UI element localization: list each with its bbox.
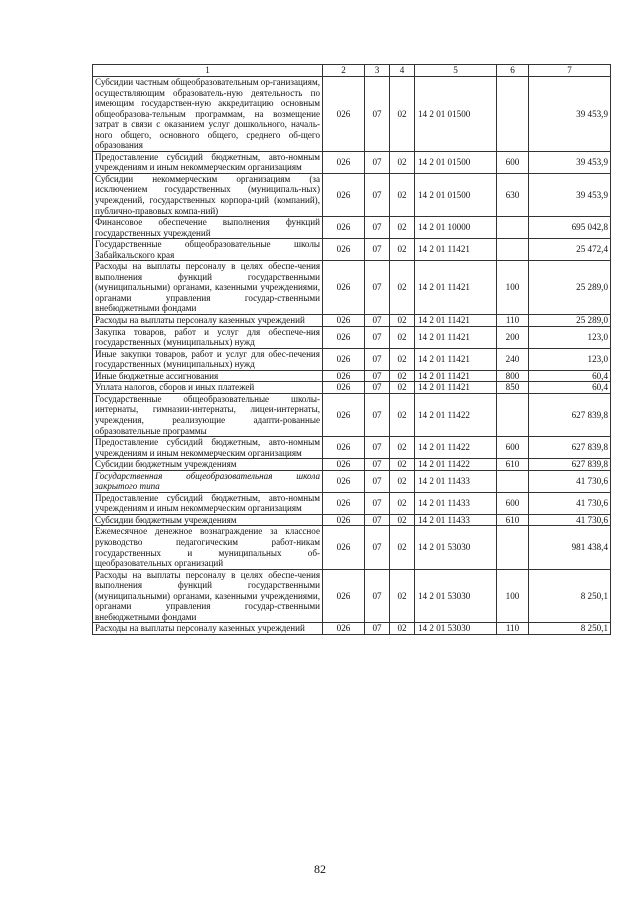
cell-name: Уплата налогов, сборов и иных платежей bbox=[93, 382, 323, 394]
cell-subsection-code: 02 bbox=[390, 470, 415, 492]
cell-section-code: 07 bbox=[365, 492, 390, 514]
table-row bbox=[93, 492, 611, 514]
cell-amount: 123,0 bbox=[529, 348, 611, 370]
cell-subsection-code: 02 bbox=[390, 623, 415, 635]
cell-section-code: 07 bbox=[365, 370, 390, 382]
cell-target-article: 14 2 01 53030 bbox=[415, 526, 497, 569]
table-row bbox=[93, 370, 611, 382]
cell-department-code: 026 bbox=[323, 173, 365, 216]
cell-department-code: 026 bbox=[323, 326, 365, 348]
cell-subsection-code: 02 bbox=[390, 382, 415, 394]
cell-section-code: 07 bbox=[365, 623, 390, 635]
table-row bbox=[93, 315, 611, 327]
budget-table-body bbox=[93, 65, 611, 635]
cell-subsection-code: 02 bbox=[390, 326, 415, 348]
cell-expense-type bbox=[497, 239, 529, 261]
cell-section-code: 07 bbox=[365, 569, 390, 623]
cell-subsection-code: 02 bbox=[390, 370, 415, 382]
cell-subsection-code: 02 bbox=[390, 239, 415, 261]
cell-amount: 695 042,8 bbox=[529, 217, 611, 239]
cell-section-code: 07 bbox=[365, 393, 390, 436]
cell-name: Расходы на выплаты персоналу казенных учреждений bbox=[93, 623, 323, 635]
table-row bbox=[93, 382, 611, 394]
cell-name: Иные бюджетные ассигнования bbox=[93, 370, 323, 382]
cell-expense-type bbox=[497, 393, 529, 436]
cell-subsection-code: 02 bbox=[390, 569, 415, 623]
cell-target-article: 14 2 01 11433 bbox=[415, 514, 497, 526]
cell-name: Иные закупки товаров, работ и услуг для обес-печения государственных (муниципальных) нужд bbox=[93, 348, 323, 370]
table-row bbox=[93, 623, 611, 635]
cell-department-code: 026 bbox=[323, 393, 365, 436]
cell-name: Субсидии некоммерческим организациям (за исключением государственных (муниципаль-ных) учреждений, государственных корпора-ций (компаний), публично-правовых компа-ний) bbox=[93, 173, 323, 216]
cell-subsection-code: 02 bbox=[390, 77, 415, 152]
cell-name: Субсидии частным общеобразовательным ор-ганизациям, осуществляющим образователь-ную деятельность по имеющим государствен-ную аккредитацию основным общеобразова-тельным программам, на возмещение затрат в связи с оказанием услуг дошкольного, началь-ного общего, основного общего, среднего об-щего образования bbox=[93, 77, 323, 152]
cell-department-code: 026 bbox=[323, 437, 365, 459]
cell-target-article: 14 2 01 11421 bbox=[415, 370, 497, 382]
table-row bbox=[93, 514, 611, 526]
cell-amount: 41 730,6 bbox=[529, 470, 611, 492]
cell-target-article: 14 2 01 11421 bbox=[415, 261, 497, 315]
cell-department-code: 026 bbox=[323, 569, 365, 623]
table-row bbox=[93, 151, 611, 173]
cell-amount: 39 453,9 bbox=[529, 151, 611, 173]
table-row bbox=[93, 77, 611, 152]
table-row bbox=[93, 459, 611, 471]
header-cell: 2 bbox=[323, 65, 365, 77]
cell-amount: 123,0 bbox=[529, 326, 611, 348]
table-row bbox=[93, 393, 611, 436]
cell-expense-type: 800 bbox=[497, 370, 529, 382]
cell-name: Предоставление субсидий бюджетным, авто-номным учреждениям и иным некоммерческим организациям bbox=[93, 492, 323, 514]
cell-expense-type: 240 bbox=[497, 348, 529, 370]
cell-name: Государственные общеобразовательные школы-интернаты, гимназии-интернаты, лицеи-интернаты, учреждения, реализующие адапти-рованные образовательные программы bbox=[93, 393, 323, 436]
cell-expense-type: 600 bbox=[497, 151, 529, 173]
cell-amount: 627 839,8 bbox=[529, 393, 611, 436]
table-row bbox=[93, 437, 611, 459]
cell-name: Государственные общеобразовательные школы Забайкальского края bbox=[93, 239, 323, 261]
table-row bbox=[93, 326, 611, 348]
cell-amount: 8 250,1 bbox=[529, 569, 611, 623]
cell-target-article: 14 2 01 11422 bbox=[415, 393, 497, 436]
cell-expense-type: 610 bbox=[497, 514, 529, 526]
cell-target-article: 14 2 01 53030 bbox=[415, 623, 497, 635]
cell-amount: 981 438,4 bbox=[529, 526, 611, 569]
cell-amount: 41 730,6 bbox=[529, 492, 611, 514]
cell-target-article: 14 2 01 53030 bbox=[415, 569, 497, 623]
cell-name: Финансовое обеспечение выполнения функций государственных учреждений bbox=[93, 217, 323, 239]
cell-target-article: 14 2 01 01500 bbox=[415, 77, 497, 152]
cell-section-code: 07 bbox=[365, 77, 390, 152]
cell-expense-type: 200 bbox=[497, 326, 529, 348]
cell-target-article: 14 2 01 11421 bbox=[415, 348, 497, 370]
cell-department-code: 026 bbox=[323, 492, 365, 514]
cell-amount: 25 472,4 bbox=[529, 239, 611, 261]
cell-target-article: 14 2 01 11421 bbox=[415, 239, 497, 261]
cell-amount: 8 250,1 bbox=[529, 623, 611, 635]
table-row bbox=[93, 348, 611, 370]
cell-amount: 627 839,8 bbox=[529, 459, 611, 471]
cell-expense-type: 610 bbox=[497, 459, 529, 471]
cell-expense-type: 100 bbox=[497, 569, 529, 623]
cell-subsection-code: 02 bbox=[390, 315, 415, 327]
budget-table-page bbox=[92, 64, 610, 635]
cell-department-code: 026 bbox=[323, 470, 365, 492]
cell-name: Расходы на выплаты персоналу в целях обеспе-чения выполнения функций государственными (муниципальными) органами, казенными учреждениями, органами управления государ-ственными внебюджетными фондами bbox=[93, 261, 323, 315]
cell-name: Предоставление субсидий бюджетным, авто-номным учреждениям и иным некоммерческим организациям bbox=[93, 151, 323, 173]
cell-subsection-code: 02 bbox=[390, 261, 415, 315]
header-cell: 6 bbox=[497, 65, 529, 77]
table-row bbox=[93, 239, 611, 261]
cell-subsection-code: 02 bbox=[390, 437, 415, 459]
table-row bbox=[93, 217, 611, 239]
cell-target-article: 14 2 01 01500 bbox=[415, 151, 497, 173]
cell-department-code: 026 bbox=[323, 261, 365, 315]
cell-section-code: 07 bbox=[365, 382, 390, 394]
cell-subsection-code: 02 bbox=[390, 526, 415, 569]
cell-department-code: 026 bbox=[323, 526, 365, 569]
cell-amount: 39 453,9 bbox=[529, 173, 611, 216]
cell-subsection-code: 02 bbox=[390, 492, 415, 514]
cell-target-article: 14 2 01 11421 bbox=[415, 382, 497, 394]
cell-subsection-code: 02 bbox=[390, 217, 415, 239]
cell-amount: 627 839,8 bbox=[529, 437, 611, 459]
cell-expense-type: 110 bbox=[497, 315, 529, 327]
cell-section-code: 07 bbox=[365, 173, 390, 216]
cell-subsection-code: 02 bbox=[390, 151, 415, 173]
cell-department-code: 026 bbox=[323, 370, 365, 382]
cell-section-code: 07 bbox=[365, 151, 390, 173]
cell-expense-type bbox=[497, 526, 529, 569]
cell-amount: 60,4 bbox=[529, 370, 611, 382]
page-number: 82 bbox=[314, 862, 326, 876]
cell-target-article: 14 2 01 11433 bbox=[415, 492, 497, 514]
cell-name: Предоставление субсидий бюджетным, авто-номным учреждениям и иным некоммерческим организациям bbox=[93, 437, 323, 459]
cell-amount: 25 289,0 bbox=[529, 261, 611, 315]
cell-name: Ежемесячное денежное вознаграждение за классное руководство педагогическим работ-никам государственных и муниципальных об-щеобразовательных организаций bbox=[93, 526, 323, 569]
cell-target-article: 14 2 01 11433 bbox=[415, 470, 497, 492]
cell-subsection-code: 02 bbox=[390, 459, 415, 471]
cell-section-code: 07 bbox=[365, 437, 390, 459]
cell-section-code: 07 bbox=[365, 239, 390, 261]
cell-expense-type: 600 bbox=[497, 437, 529, 459]
cell-expense-type: 630 bbox=[497, 173, 529, 216]
cell-section-code: 07 bbox=[365, 470, 390, 492]
cell-section-code: 07 bbox=[365, 217, 390, 239]
cell-target-article: 14 2 01 11422 bbox=[415, 437, 497, 459]
cell-name: Расходы на выплаты персоналу казенных учреждений bbox=[93, 315, 323, 327]
cell-department-code: 026 bbox=[323, 217, 365, 239]
cell-expense-type: 100 bbox=[497, 261, 529, 315]
cell-department-code: 026 bbox=[323, 514, 365, 526]
cell-department-code: 026 bbox=[323, 382, 365, 394]
cell-target-article: 14 2 01 11421 bbox=[415, 315, 497, 327]
cell-expense-type: 600 bbox=[497, 492, 529, 514]
budget-table bbox=[92, 64, 611, 635]
table-row bbox=[93, 173, 611, 216]
cell-department-code: 026 bbox=[323, 459, 365, 471]
cell-department-code: 026 bbox=[323, 623, 365, 635]
header-cell: 3 bbox=[365, 65, 390, 77]
cell-section-code: 07 bbox=[365, 261, 390, 315]
cell-name: Субсидии бюджетным учреждениям bbox=[93, 514, 323, 526]
cell-section-code: 07 bbox=[365, 348, 390, 370]
cell-subsection-code: 02 bbox=[390, 514, 415, 526]
cell-subsection-code: 02 bbox=[390, 393, 415, 436]
cell-expense-type bbox=[497, 217, 529, 239]
cell-name: Расходы на выплаты персоналу в целях обеспе-чения выполнения функций государственными (муниципальными) органами, казенными учреждениями, органами управления государ-ственными внебюджетными фондами bbox=[93, 569, 323, 623]
cell-subsection-code: 02 bbox=[390, 173, 415, 216]
cell-expense-type bbox=[497, 470, 529, 492]
cell-expense-type bbox=[497, 77, 529, 152]
table-row bbox=[93, 526, 611, 569]
cell-department-code: 026 bbox=[323, 151, 365, 173]
cell-target-article: 14 2 01 01500 bbox=[415, 173, 497, 216]
cell-target-article: 14 2 01 11421 bbox=[415, 326, 497, 348]
header-cell: 5 bbox=[415, 65, 497, 77]
cell-amount: 25 289,0 bbox=[529, 315, 611, 327]
cell-section-code: 07 bbox=[365, 315, 390, 327]
header-cell: 4 bbox=[390, 65, 415, 77]
cell-subsection-code: 02 bbox=[390, 348, 415, 370]
cell-section-code: 07 bbox=[365, 326, 390, 348]
cell-amount: 60,4 bbox=[529, 382, 611, 394]
cell-section-code: 07 bbox=[365, 459, 390, 471]
cell-name: Закупка товаров, работ и услуг для обеспече-ния государственных (муниципальных) нужд bbox=[93, 326, 323, 348]
cell-name: Государственная общеобразовательная школа закрытого типа bbox=[93, 470, 323, 492]
cell-department-code: 026 bbox=[323, 315, 365, 327]
cell-expense-type: 850 bbox=[497, 382, 529, 394]
table-row bbox=[93, 261, 611, 315]
cell-target-article: 14 2 01 11422 bbox=[415, 459, 497, 471]
table-row bbox=[93, 569, 611, 623]
cell-amount: 39 453,9 bbox=[529, 77, 611, 152]
cell-section-code: 07 bbox=[365, 526, 390, 569]
header-cell: 1 bbox=[93, 65, 323, 77]
table-row bbox=[93, 470, 611, 492]
header-cell: 7 bbox=[529, 65, 611, 77]
cell-department-code: 026 bbox=[323, 239, 365, 261]
cell-name: Субсидии бюджетным учреждениям bbox=[93, 459, 323, 471]
cell-department-code: 026 bbox=[323, 77, 365, 152]
cell-section-code: 07 bbox=[365, 514, 390, 526]
cell-department-code: 026 bbox=[323, 348, 365, 370]
table-header-row bbox=[93, 65, 611, 77]
cell-amount: 41 730,6 bbox=[529, 514, 611, 526]
cell-target-article: 14 2 01 10000 bbox=[415, 217, 497, 239]
cell-expense-type: 110 bbox=[497, 623, 529, 635]
